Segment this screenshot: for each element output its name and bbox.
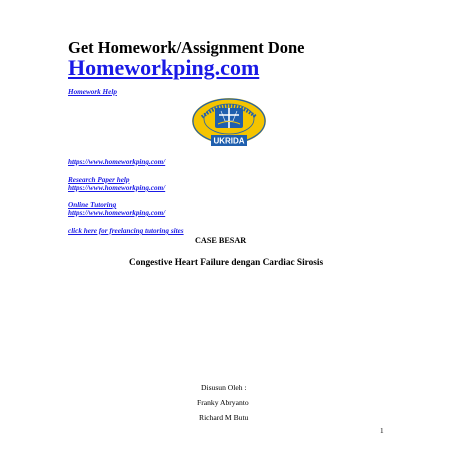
- logo-banner-text: UKRIDA: [213, 136, 245, 146]
- document-title: Congestive Heart Failure dengan Cardiac Sirosis: [129, 258, 324, 268]
- research-paper-help-link[interactable]: Research Paper help: [68, 176, 130, 184]
- homework-help-link[interactable]: Homework Help: [68, 88, 117, 96]
- freelancing-tutoring-link[interactable]: click here for freelancing tutoring sites: [68, 227, 184, 235]
- case-label: CASE BESAR: [195, 236, 247, 245]
- author-name: Franky Abryanto: [197, 398, 249, 407]
- prepared-by-label: Disusun Oleh :: [201, 383, 247, 392]
- homeworkping-url-link-1[interactable]: https://www.homeworkping.com/: [68, 158, 166, 166]
- university-seal-icon: [191, 97, 267, 151]
- page-number: 1: [380, 427, 384, 435]
- homeworkping-url-link-3[interactable]: https://www.homeworkping.com/: [68, 209, 166, 217]
- author-name: Richard M Butu: [199, 413, 249, 422]
- site-link[interactable]: Homeworkping.com: [68, 55, 260, 80]
- homeworkping-url-link-2[interactable]: https://www.homeworkping.com/: [68, 184, 166, 192]
- online-tutoring-link[interactable]: Online Tutoring: [68, 201, 117, 209]
- promo-heading: Get Homework/Assignment Done: [68, 38, 305, 57]
